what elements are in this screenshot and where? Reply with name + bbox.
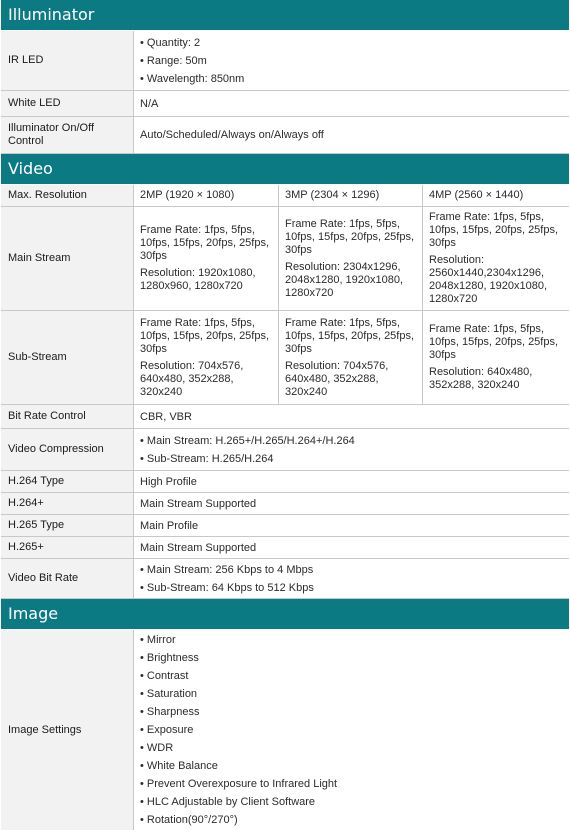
value-image-settings [134,630,569,830]
value-ir-led [134,31,569,90]
list-item: • Main Stream: 256 Kbps to 4 Mbps [140,563,314,576]
cell-line: 30fps [285,342,312,355]
cell-line: 352x288, 320x240 [429,379,520,391]
label-max-resolution: Max. Resolution [1,185,134,206]
main-stream-3mp [279,207,423,310]
list-item: • Wavelength: 850nm [140,72,245,85]
list-item: • Exposure [140,724,194,736]
section-header-image: Image [1,599,569,630]
sub-stream-4mp [423,311,569,404]
label-line: Illuminator On/Off [8,122,94,134]
value-bitrate-control: CBR, VBR [140,410,192,423]
cell-line: 320x240 [285,385,328,398]
list-item: • Mirror [140,634,176,646]
label-h264-plus: H.264+ [1,493,134,514]
cell-line: 320x240 [140,385,183,398]
list-item: • White Balance [140,760,218,772]
list-item: • Main Stream: H.265+/H.265/H.264+/H.264 [140,434,355,447]
cell-line: Frame Rate: 1fps, 5fps, [429,211,544,223]
row-max-resolution [1,185,569,207]
label-video-compression: Video Compression [1,429,134,470]
label-h264-type: H.264 Type [1,471,134,492]
cell-line: Resolution: 704x576, [285,359,389,372]
cell-line: 10fps, 15fps, 20fps, 25fps, [140,237,270,249]
row-h264-type [1,471,569,493]
main-stream-4mp [423,207,569,310]
sub-stream-3mp [279,311,423,404]
label-ir-led: IR LED [1,31,134,90]
row-illuminator-control [1,117,569,154]
cell-line: Frame Rate: 1fps, 5fps, [140,224,255,236]
resolution-2mp: 2MP (1920 × 1080) [134,185,279,206]
row-main-stream [1,207,569,311]
value-video-bitrate [134,559,569,598]
cell-line: 30fps [285,243,312,256]
label-sub-stream: Sub-Stream [1,311,134,404]
cell-line: 10fps, 15fps, 20fps, 25fps, [429,336,559,348]
row-video-bitrate [1,559,569,599]
cell-line: 640x480, 352x288, [285,372,379,385]
cell-line: 10fps, 15fps, 20fps, 25fps, [429,224,559,236]
label-h265-type: H.265 Type [1,515,134,536]
cell-line: Frame Rate: 1fps, 5fps, [285,217,400,230]
main-stream-columns [134,207,569,310]
label-main-stream: Main Stream [1,207,134,310]
label-bitrate-control: Bit Rate Control [1,405,134,428]
list-item: • Sharpness [140,706,200,718]
cell-line: 2048x1280, 1920x1080, [285,273,404,286]
value-white-led: N/A [140,97,159,110]
row-video-compression [1,429,569,471]
label-line: Control [8,135,44,147]
list-item: • Quantity: 2 [140,36,201,49]
cell-line: 10fps, 15fps, 20fps, 25fps, [140,329,270,342]
cell-line: Resolution: [429,254,485,266]
list-item: • Saturation [140,688,198,700]
cell-line: 640x480, 352x288, [140,372,234,385]
cell-line: 1280x720 [429,293,478,305]
cell-line: Resolution: 704x576, [140,359,244,372]
cell-line: 10fps, 15fps, 20fps, 25fps, [285,329,415,342]
label-white-led: White LED [1,91,134,116]
list-item: • Sub-Stream: H.265/H.264 [140,452,274,465]
value-h264-plus: Main Stream Supported [140,497,257,510]
section-header-illuminator: Illuminator [1,0,569,31]
label-h265-plus: H.265+ [1,537,134,558]
row-bitrate-control [1,405,569,429]
resolution-columns [134,185,569,206]
cell-line: 30fps [140,342,167,355]
row-image-settings [1,630,569,830]
list-item: • Brightness [140,652,199,664]
cell-line: Resolution: 1920x1080, [140,267,256,279]
section-header-video: Video [1,154,569,185]
value-h265-plus: Main Stream Supported [140,541,257,554]
resolution-4mp: 4MP (2560 × 1440) [429,189,524,201]
cell-line: 2560x1440,2304x1296, [429,267,544,279]
row-h265-plus [1,537,569,559]
list-item: • Range: 50m [140,54,207,67]
label-image-settings: Image Settings [1,630,134,830]
main-stream-2mp [134,207,279,310]
cell-line: 2048x1280, 1920x1080, [429,280,548,292]
list-item: • Rotation(90°/270°) [140,814,238,826]
sub-stream-2mp [134,311,279,404]
cell-line: 30fps [140,250,167,262]
cell-line: 1280x720 [285,286,334,299]
list-item: • HLC Adjustable by Client Software [140,796,316,808]
value-video-compression [134,429,569,470]
value-h265-type: Main Profile [140,519,199,532]
list-item: • Contrast [140,670,189,682]
resolution-3mp: 3MP (2304 × 1296) [279,185,423,206]
cell-line: 10fps, 15fps, 20fps, 25fps, [285,230,415,243]
cell-line: Resolution: 640x480, [429,366,533,378]
label-video-bitrate: Video Bit Rate [1,559,134,598]
cell-line: Frame Rate: 1fps, 5fps, [285,316,400,329]
cell-line: Frame Rate: 1fps, 5fps, [429,323,544,335]
cell-line: 30fps [429,237,456,249]
list-item: • Prevent Overexposure to Infrared Light [140,778,338,790]
list-item: • Sub-Stream: 64 Kbps to 512 Kbps [140,581,314,594]
sub-stream-columns [134,311,569,404]
label-illuminator-control [1,117,134,153]
value-h264-type: High Profile [140,475,197,488]
spec-sheet [1,0,569,830]
cell-line: Frame Rate: 1fps, 5fps, [140,316,255,329]
cell-line: 1280x960, 1280x720 [140,280,243,292]
row-sub-stream [1,311,569,405]
value-illuminator-control: Auto/Scheduled/Always on/Always off [140,129,324,141]
row-ir-led [1,31,569,91]
cell-line: Resolution: 2304x1296, [285,260,401,273]
row-h265-type [1,515,569,537]
row-h264-plus [1,493,569,515]
cell-line: 30fps [429,349,456,361]
list-item: • WDR [140,742,174,754]
row-white-led [1,91,569,117]
